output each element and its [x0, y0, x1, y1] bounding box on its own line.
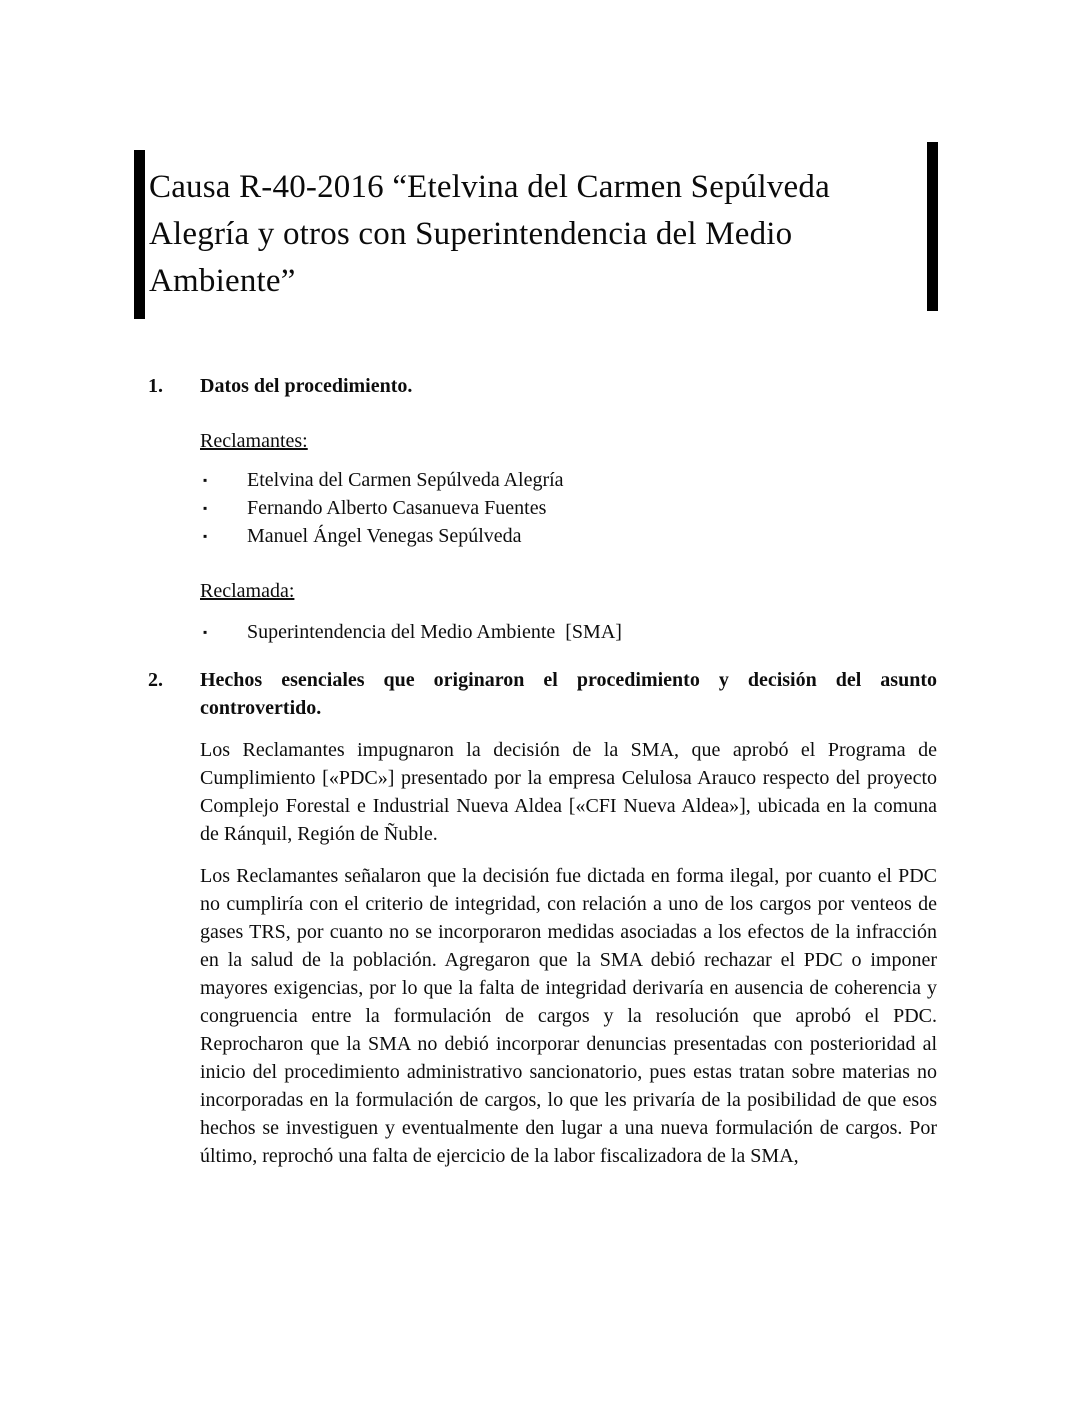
paragraph: Los Reclamantes señalaron que la decisión fue dictada en forma ilegal, por cuanto el PDC no cumpliría con el criterio de integridad, con relación a uno de los cargos por venteos de gases TRS, por cuanto no se incorporaron medidas asociadas a los efectos de la infracción en la salud de la población. Agregaron que la SMA debió rechazar el PDC o imponer mayores exigencias, por lo que la falta de integridad derivaría en ausencia de coherencia y congruencia entre la formulación de cargos y la resolución que aprobó el PDC. Reprocharon que la SMA no debió incorporar denuncias presentadas con posterioridad al inicio del procedimiento administrativo sancionatorio, pues estas tratan sobre materias no incorporadas en la formulación de cargos, lo que les privaría de la posibilidad de que esos hechos se investiguen y eventualmente den lugar a una nueva formulación de cargos. Por último, reprochó una falta de ejercicio de la labor fiscalizadora de la SMA, — [200, 865, 937, 1167]
section-1-number: 1. — [148, 375, 163, 397]
section-2-body — [200, 736, 937, 1170]
respondent-label: Reclamada: — [200, 580, 295, 602]
claimant-name: Fernando Alberto Casanueva Fuentes — [247, 497, 547, 519]
section-2 — [148, 666, 937, 1170]
title-right-bar — [927, 142, 938, 311]
section-1 — [148, 372, 937, 646]
list-item — [200, 522, 937, 550]
section-1-heading: Datos del procedimiento. — [200, 375, 413, 397]
section-1-body — [200, 427, 937, 646]
respondent-name: Superintendencia del Medio Ambiente [SMA] — [247, 621, 622, 643]
claimant-name: Etelvina del Carmen Sepúlveda Alegría — [247, 469, 564, 491]
list-item — [200, 494, 937, 522]
title-left-bar — [134, 150, 145, 319]
list-item — [200, 618, 937, 646]
title-block — [134, 150, 938, 319]
paragraph: Los Reclamantes impugnaron la decisión de la SMA, que aprobó el Programa de Cumplimiento [«PDC»] presentado por la empresa Celulosa Arauco respecto del proyecto Complejo Forestal e Industrial Nueva Aldea [«CFI Nueva Aldea»], ubicada en la comuna de Ránquil, Región de Ñuble. — [200, 739, 937, 845]
square-bullet-icon: ▪ — [203, 625, 208, 639]
claimants-list — [200, 466, 937, 550]
claimant-name: Manuel Ángel Venegas Sepúlveda — [247, 525, 522, 547]
square-bullet-icon: ▪ — [203, 529, 208, 543]
respondent-list — [200, 618, 937, 646]
section-1-heading-row — [148, 372, 937, 400]
section-2-heading: Hechos esenciales que originaron el procedimiento y decisión del asunto controvertido. — [200, 669, 937, 719]
square-bullet-icon: ▪ — [203, 501, 208, 515]
square-bullet-icon: ▪ — [203, 473, 208, 487]
document-title: Causa R-40-2016 “Etelvina del Carmen Sepúlveda Alegría y otros con Superintendencia del Medio Ambiente” — [149, 169, 830, 299]
section-2-heading-row — [148, 666, 937, 722]
section-2-number: 2. — [148, 669, 163, 691]
claimants-label: Reclamantes: — [200, 430, 308, 452]
list-item — [200, 466, 937, 494]
